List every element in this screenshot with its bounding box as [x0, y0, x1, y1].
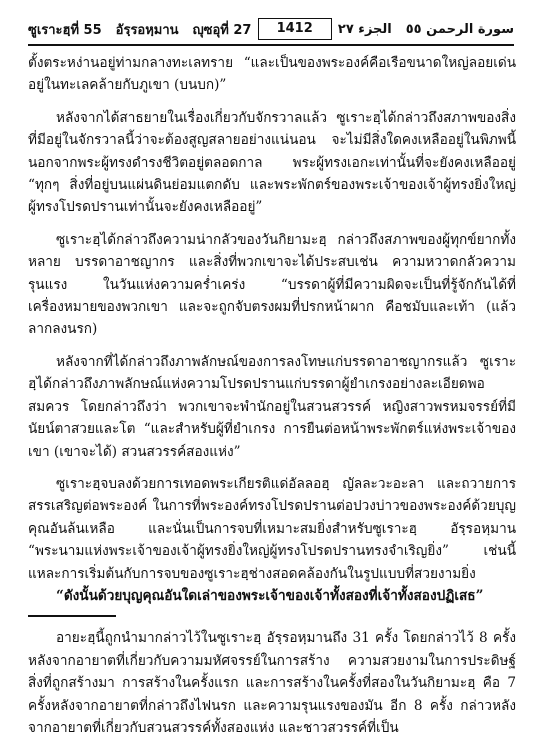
- paragraph: หลังจากได้สาธยายในเรื่องเกี่ยวกับจักรวาลแล้ว ซูเราะฮฺได้กล่าวถึงสภาพของสิ่งที่มีอยู่ในจักรวาลนี้ว่าจะต้องสูญสลายอย่างแน่นอน จะไม่มีสิ่งใดคงเหลืออยู่ในพิภพนี้ นอกจากพระผู้ทรงดำรงชีวิตอยู่ตลอดกาล พระผู้ทรงเอกะเท่านั้นที่จะยังคงเหลืออยู่ “ทุกๆ สิ่งที่อยู่บนแผ่นดินย่อมแตกดับ และพระพักตร์ของพระเจ้าของเจ้าผู้ทรงยิ่งใหญ่ ผู้ทรงโปรดปรานเท่านั้นจะยังคงเหลืออยู่”: [28, 109, 516, 216]
- running-header: [28, 14, 514, 46]
- paragraph: หลังจากที่ได้กล่าวถึงภาพลักษณ์ของการลงโทษแก่บรรดาอาชญากรแล้ว ซูเราะฮฺได้กล่าวถึงภาพลักษณ์แห่งความโปรดปรานแก่บรรดาผู้ยำเกรงอย่างละเอียดพอสมควร โดยกล่าวถึงว่า พวกเขาจะพำนักอยู่ในสวนสวรรค์ หญิงสาวพรหมจรรย์ที่มีนัยน์ตาสวยและโต “และสำหรับผู้ที่ยำเกรง การยืนต่อหน้าพระพักตร์แห่งพระเจ้าของเขา (เขาจะได้) สวนสวรรค์สองแห่ง”: [28, 353, 516, 460]
- juz-thai: ญุซอุที่ 27: [192, 22, 252, 38]
- quoted-verse: “ดังนั้นด้วยบุญคุณอันใดเล่าของพระเจ้าของเจ้าทั้งสองที่เจ้าทั้งสองปฏิเสธ”: [56, 587, 484, 604]
- surah-number-thai: ซูเราะฮฺที่ 55: [28, 22, 102, 38]
- page-number: 1412: [258, 18, 332, 40]
- surah-name-thai: อัรฺรอหฺมาน: [115, 22, 179, 38]
- page-body: [28, 52, 516, 736]
- paragraph: อายะฮฺนี้ถูกนำมากล่าวไว้ในซูเราะฮฺ อัรฺรอหฺมานถึง 31 ครั้ง โดยกล่าวไว้ 8 ครั้ง หลังจากอายาตที่เกี่ยวกับความมหัศจรรย์ในการสร้าง ความสวยงามในการประดิษฐ์สิ่งที่ถูกสร้างมา การสร้างในครั้งแรก และการสร้างในครั้งที่สองในวันกิยามะฮฺ คือ 7 ครั้งหลังจากอายาตที่กล่าวถึงไฟนรก และความรุนแรงของมัน อีก 8 ครั้ง กล่าวหลังจากอายาตที่เกี่ยวกับสวนสวรรค์ทั้งสองแห่ง และชาวสวรรค์ที่เป็น: [28, 630, 516, 736]
- paragraph: ตั้งตระหง่านอยู่ท่ามกลางทะเลทราย “และเป็นของพระองค์คือเรือขนาดใหญ่ลอยเด่นอยู่ในทะเลคล้ายกับภูเขา (บนบก)”: [28, 55, 516, 94]
- paragraph: ซูเราะฮฺได้กล่าวถึงความน่ากลัวของวันกิยามะฮฺ กล่าวถึงสภาพของผู้ทุกข์ยากทั้งหลาย บรรดาอาชญากร และสิ่งที่พวกเขาจะได้ประสบเช่น ความหวาดกลัวความรุนแรง ในวันแห่งความคร่ำเคร่ง “บรรดาผู้ที่มีความผิดจะเป็นที่รู้จักกันได้ที่เครื่องหมายของพวกเขา และจะถูกจับตรงผมที่ปรกหน้าผาก คือชมับและเท้า (แล้วลากลงนรก): [28, 231, 516, 338]
- paragraph: ซูเราะฮฺจบลงด้วยการเทอดพระเกียรติแด่อัลลอฮฺ ญัลละวะอะลา และถวายการสรรเสริญต่อพระองค์ ในการที่พระองค์ทรงโปรดปรานต่อปวงบ่าวของพระองค์ด้วยบุญคุณอันล้นเหลือ และนั่นเป็นการจบที่เหมาะสมยิ่งสำหรับซูเราะฮฺ อัรฺรอหฺมาน “พระนามแห่งพระเจ้าของเจ้าผู้ทรงยิ่งใหญ่ผู้ทรงโปรดปรานทรงจำเริญยิ่ง” เช่นนี้แหละการเริ่มต้นกับการจบของซูเราะฮฺช่างสอดคล้องกันในรูปแบบที่สวยงามยิ่ง: [28, 475, 516, 582]
- header-right: [338, 22, 514, 37]
- juz-arabic: الجزء ٢٧: [337, 21, 392, 37]
- header-left: [28, 19, 251, 40]
- surah-arabic: سورة الرحمن ٥٥: [405, 21, 514, 37]
- section-divider: [28, 615, 116, 617]
